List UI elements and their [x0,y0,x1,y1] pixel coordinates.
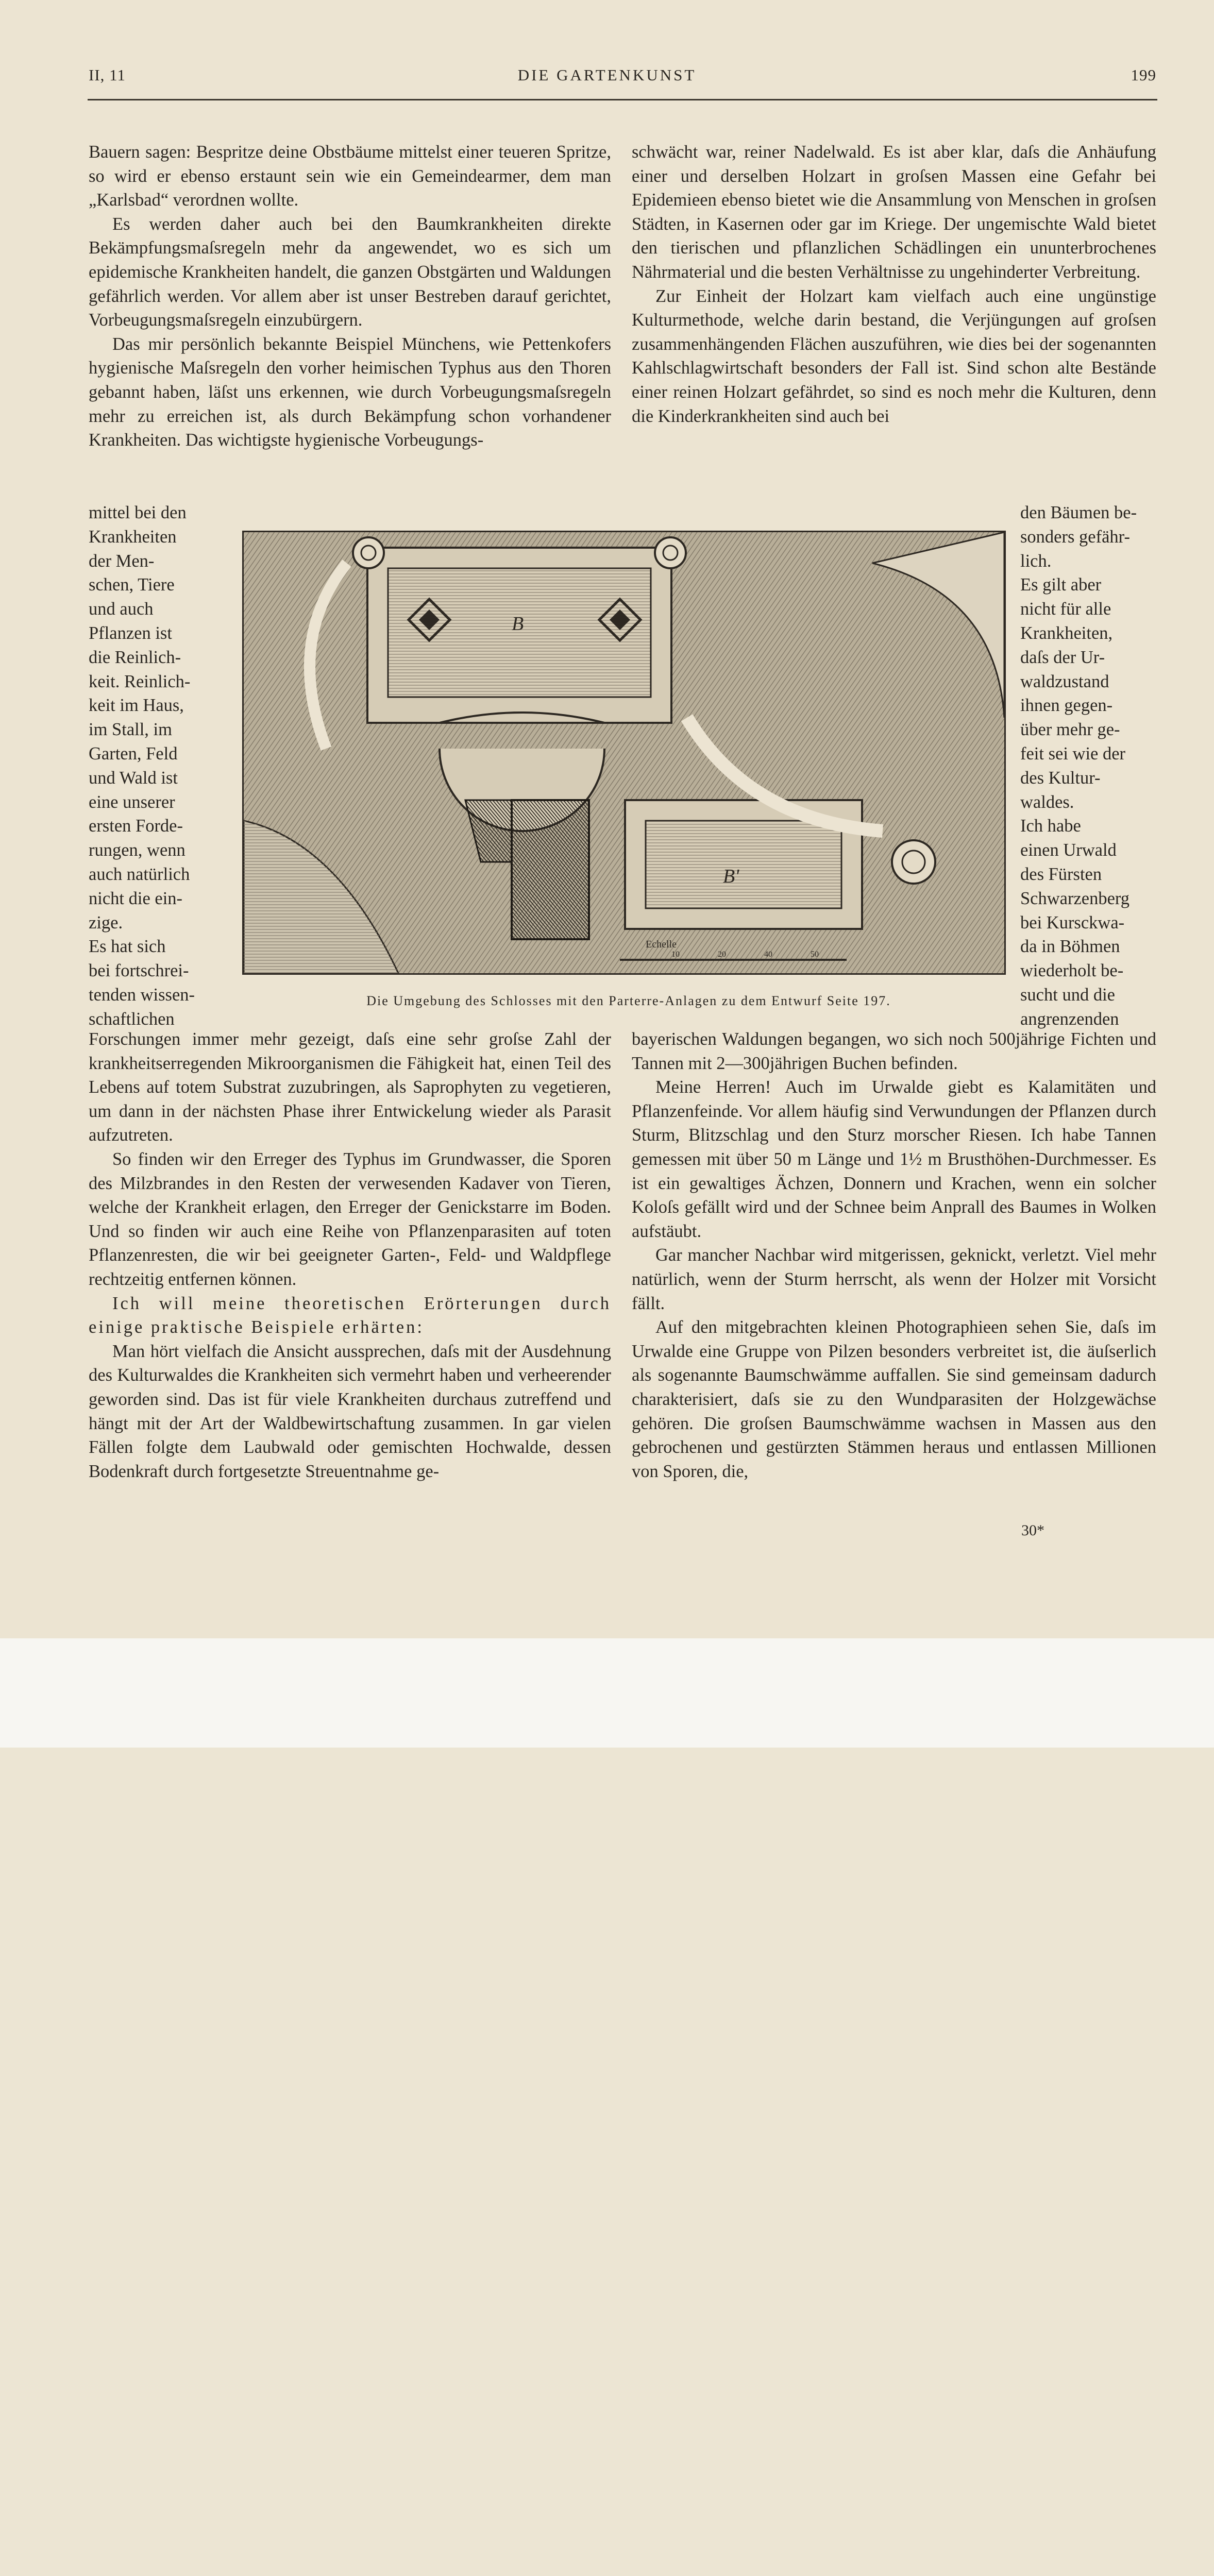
text-line: Krankheiten, [1020,623,1113,643]
text-line: die Reinlich- [89,647,181,667]
text-line: einen Urwald [1020,840,1117,860]
text-line: und auch [89,599,154,619]
left-column-bottom [89,1027,611,1483]
page-number: 199 [1131,66,1156,84]
left-wrap-text [89,501,222,1031]
text-line: feit sei wie der [1020,743,1126,764]
text-line: Pflanzen ist [89,623,172,643]
text-line: nicht die ein- [89,888,183,908]
text-line: Garten, Feld [89,743,178,764]
text-line: Ich habe [1020,816,1081,836]
text-line: der Men- [89,551,155,571]
text-line: waldzustand [1020,671,1109,691]
text-line: den Bäumen be- [1020,503,1137,522]
text-line: zige. [89,912,123,933]
text-line: ihnen gegen- [1020,696,1113,716]
text-line: sucht und die [1020,985,1115,1005]
text-line: ersten Forde- [89,816,183,836]
scale-tick: 20 [718,950,726,959]
scale-tick: 40 [764,950,772,959]
header-title: DIE GARTENKUNST [517,66,697,84]
text-line: nicht für alle [1020,599,1111,619]
text-line: lich. [1020,551,1052,571]
paragraph: Auf den mitgebrachten kleinen Photographieen sehen Sie, daſs im Urwalde eine Gruppe von Pilzen besonders verbreitet ist, die äuſserlich als sogenannte Baumschwämme auffallen. Sie sind gemeinsam dadurch charakterisiert, daſs sie zu den Wundparasiten der Holzgewächse gehören. Die groſsen Baumschwämme wachsen in Massen aus den gebrochenen und gestürzten Stämmen heraus und entlassen Millionen von Sporen, die, [632,1317,1156,1481]
text-line: daſs der Ur- [1020,647,1105,667]
sheet-signature: 30* [1021,1522,1044,1539]
plan-label-b: B [512,613,524,635]
text-line: Es gilt aber [1020,575,1102,595]
header-rule [88,99,1157,100]
plan-label-b-prime: B' [723,866,739,887]
text-line: mittel bei den [89,503,187,522]
paragraph: Es werden daher auch bei den Baumkrankheiten direkte Bekämpfungsmaſsregeln mehr da angewendet, wo es sich um epidemische Krankheiten handelt, die ganzen Obstgärten und Waldungen gefährlich werden. Vor allem aber ist unser Bestreben darauf gerichtet, Vorbeugungsmaſsregeln einzubürgern. [89,214,611,330]
garden-plan-figure [242,531,1006,975]
figure-caption: Die Umgebung des Schlosses mit den Parterre-Anlagen zu dem Entwurf Seite 197. [366,993,891,1008]
text-line: Schwarzenberg [1020,888,1130,908]
paragraph: Meine Herren! Auch im Urwalde giebt es Kalamitäten und Pflanzenfeinde. Vor allem häufig sind Verwundungen der Pflanzen durch Sturm, Blitzschlag und den Sturz morscher Riesen. Ich habe Tannen gemessen mit über 50 m Länge und 1½ m Brusthöhen-Durchmesser. Es ist ein gewaltiges Ächzen, Donnern und Krachen, wenn ein solcher Koloſs gefällt wird und der Schnee beim Anprall des Baumes in Wolken aufstäubt. [632,1077,1156,1241]
scale-label: Echelle [646,939,677,950]
right-wrap-text [1020,501,1157,1031]
right-column-bottom [632,1027,1156,1483]
text-line: des Fürsten [1020,864,1102,884]
text-line: keit. Reinlich- [89,671,191,691]
paragraph: Zur Einheit der Holzart kam vielfach auch eine ungünstige Kulturmethode, welche darin bestand, die Verjüngungen auf groſsen zusammenhängenden Flächen auszuführen, wie dies bei der sogenannten Kahlschlagwirtschaft besonders der Fall ist. Sind schon alte Bestände einer reinen Holzart gefährdet, so sind es noch mehr die Kulturen, denn die Kinderkrankheiten sind auch bei [632,286,1156,426]
paragraph: Ich will meine theoretischen Erörterungen durch einige praktische Beispiele erhärten: [89,1293,611,1337]
header-issue: II, 11 [89,66,126,84]
text-line: über mehr ge- [1020,720,1120,740]
text-line: Es hat sich [89,937,166,957]
text-line: Krankheiten [89,527,177,547]
text-line: eine unserer [89,792,175,812]
paragraph: So finden wir den Erreger des Typhus im Grundwasser, die Sporen des Milzbrandes in den Resten der verwesenden Kadaver von Tieren, welche der Krankheit erlagen, den Erreger der Genickstarre im Boden. Und so finden wir auch eine Reihe von Pflanzenparasiten auf toten Pflanzenresten, die wir bei geeigneter Garten-, Feld- und Waldpflege rechtzeitig entfernen können. [89,1149,611,1289]
scale-tick: 10 [671,950,680,959]
text-line: angrenzenden [1020,1009,1119,1029]
paragraph: Forschungen immer mehr gezeigt, daſs eine sehr groſse Zahl der krankheitserregenden Mikroorganismen die Fähigkeit hat, einen Teil des Lebens auf totem Substrat zuzubringen, als Saprophyten zu vegetieren, um dann in der nächsten Phase ihrer Entwickelung wieder als Parasit aufzutreten. [89,1029,611,1145]
text-line: keit im Haus, [89,696,184,716]
library-footer [0,1638,1214,1748]
paragraph: Man hört vielfach die Ansicht aussprechen, daſs mit der Ausdehnung des Kulturwaldes die Krankheiten sich vermehrt haben und verheerender geworden sind. Das ist für viele Krankheiten durchaus zutreffend und hängt mit der Art der Waldbewirtschaftung zusammen. In gar vielen Fällen folgte dem Laubwald oder gemischten Hochwalde, dessen Bodenkraft durch fortgesetzte Streuentnahme ge- [89,1341,611,1481]
scale-tick: 50 [811,950,819,959]
text-line: des Kultur- [1020,768,1101,788]
text-line: sonders gefähr- [1020,527,1130,547]
text-line: rungen, wenn [89,840,186,860]
text-line: wiederholt be- [1020,961,1124,981]
text-line: schen, Tiere [89,575,175,595]
text-line: bei fortschrei- [89,961,189,981]
paragraph: Bauern sagen: Bespritze deine Obstbäume mittelst einer teueren Spritze, so wird er ebenso erstaunt sein wie ein Gemeindearmer, dem man „Karlsbad“ verordnen wollte. [89,142,611,210]
text-line: und Wald ist [89,768,178,788]
text-line: schaftlichen [89,1009,175,1029]
garden-plan-drawing [244,532,1004,973]
paragraph: schwächt war, reiner Nadelwald. Es ist aber klar, daſs die Anhäufung einer und derselben Holzart in groſsen Massen eine Gefahr bei Epidemieen ebenso bietet wie die Ansammlung von Menschen in groſsen Städten, in Kasernen oder gar im Kriege. Der ungemischte Wald bietet den tierischen und pflanzlichen Schädlingen ein ununterbrochenes Nährmaterial und die besten Verhältnisse zu ungehinderter Verbreitung. [632,142,1156,282]
text-line: bei Kursckwa- [1020,912,1125,933]
paragraph: Das mir persönlich bekannte Beispiel Münchens, wie Pettenkofers hygienische Maſsregeln den vorher heimischen Typhus aus den Thoren gebannt haben, läſst uns erkennen, wie durch Vorbeugungsmaſsregeln mehr zu erreichen ist, als durch Bekämpfung schon vorhandener Krankheiten. Das wichtigste hygienische Vorbeugungs- [89,334,611,450]
left-column-top [89,140,611,452]
text-line: im Stall, im [89,720,172,740]
text-line: auch natürlich [89,864,190,884]
text-line: da in Böhmen [1020,937,1120,957]
text-line: waldes. [1020,792,1074,812]
right-column-top [632,140,1156,428]
paragraph: Gar mancher Nachbar wird mitgerissen, geknickt, verletzt. Viel mehr natürlich, wenn der Sturm herrscht, als wenn der Holzer mit Vorsicht fällt. [632,1245,1156,1313]
paragraph: bayerischen Waldungen begangen, wo sich noch 500jährige Fichten und Tannen mit 2—300jährigen Buchen befinden. [632,1029,1156,1073]
text-line: tenden wissen- [89,985,195,1005]
